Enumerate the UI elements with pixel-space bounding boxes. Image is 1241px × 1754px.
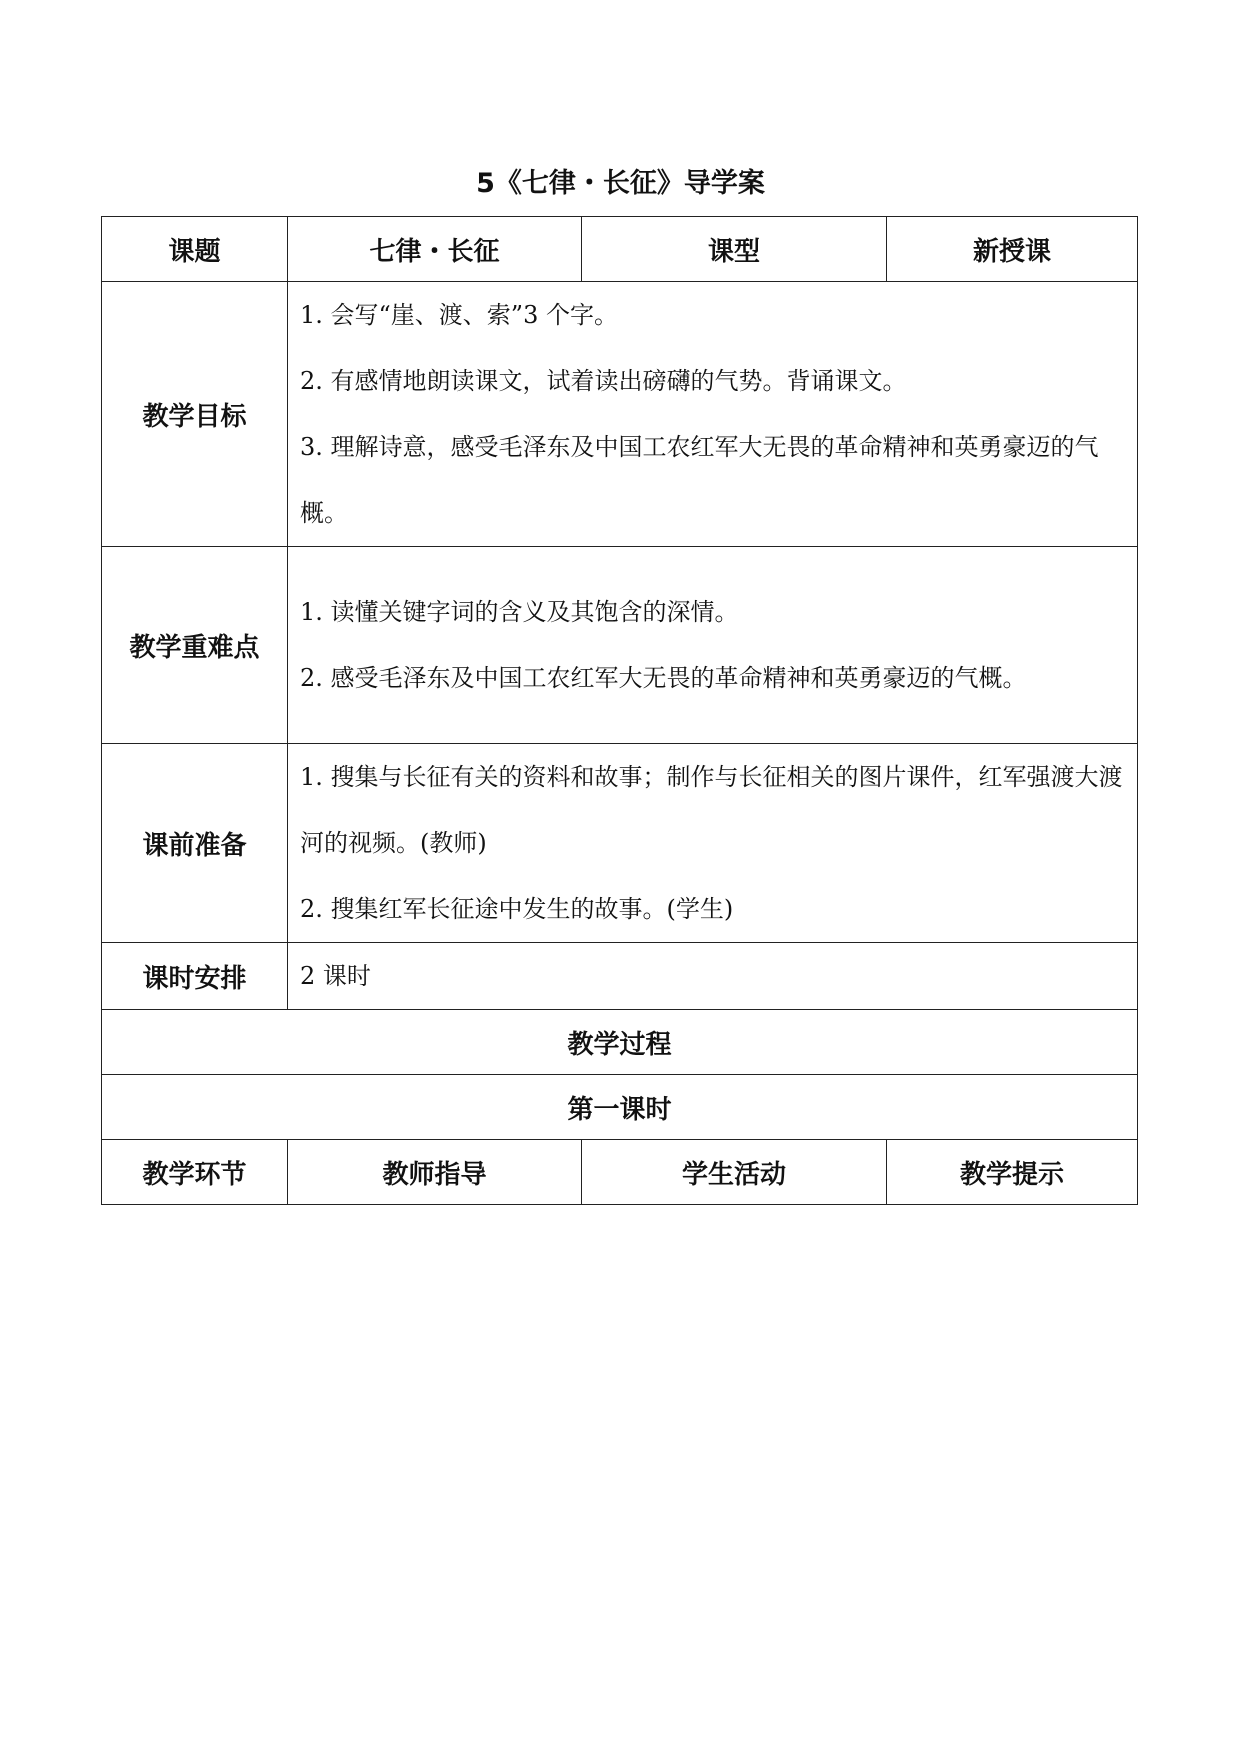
column-header: 学生活动 [582,1140,887,1205]
goals-label: 教学目标 [102,282,288,547]
process-title: 教学过程 [102,1010,1138,1075]
topic-label: 课题 [102,217,288,282]
table-row-columns [102,1140,1138,1205]
preparation-item: 2. 搜集红军长征途中发生的故事。(学生) [300,895,734,923]
goals-content [288,282,1138,547]
key-points-content [288,547,1138,744]
goal-item: 1. 会写“崖、渡、索”3 个字。 [300,301,618,329]
table-row-topic [102,217,1138,282]
preparation-label: 课前准备 [102,744,288,943]
column-header: 教师指导 [288,1140,582,1205]
schedule-label: 课时安排 [102,943,288,1010]
table-row-schedule [102,943,1138,1010]
type-value: 新授课 [887,217,1138,282]
type-label: 课型 [582,217,887,282]
document-title: 5《七律・长征》导学案 [476,168,765,199]
column-header: 教学环节 [102,1140,288,1205]
table-row-process [102,1010,1138,1075]
key-points-label: 教学重难点 [102,547,288,744]
table-row-preparation [102,744,1138,943]
lesson-plan-table [101,216,1138,1205]
key-point-item: 2. 感受毛泽东及中国工农红军大无畏的革命精神和英勇豪迈的气概。 [300,664,1027,692]
preparation-item: 1. 搜集与长征有关的资料和故事；制作与长征相关的图片课件，红军强渡大渡河的视频。(教师) [300,763,1123,857]
goal-item: 3. 理解诗意，感受毛泽东及中国工农红军大无畏的革命精神和英勇豪迈的气概。 [300,433,1099,527]
table-row-lesson [102,1075,1138,1140]
key-point-item: 1. 读懂关键字词的含义及其饱含的深情。 [300,598,739,626]
goal-item: 2. 有感情地朗读课文，试着读出磅礴的气势。背诵课文。 [300,367,907,395]
topic-value: 七律・长征 [288,217,582,282]
table-row-key-points [102,547,1138,744]
schedule-value: 2 课时 [288,943,1138,1010]
preparation-content [288,744,1138,943]
lesson-title: 第一课时 [102,1075,1138,1140]
column-header: 教学提示 [887,1140,1138,1205]
table-row-goals [102,282,1138,547]
